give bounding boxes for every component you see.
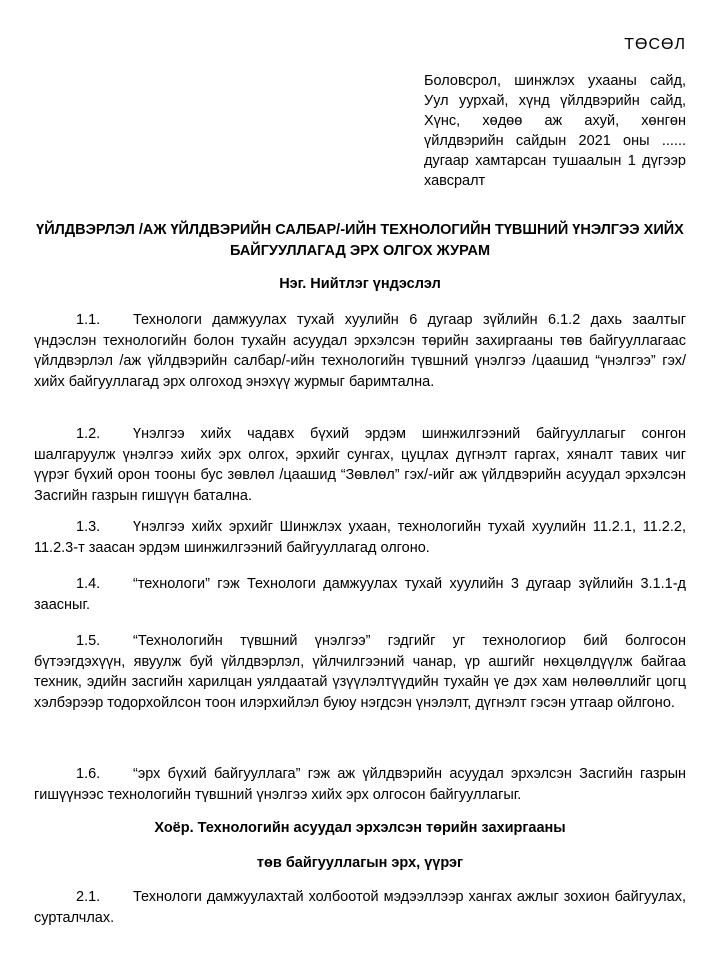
document-title: ҮЙЛДВЭРЛЭЛ /АЖ ҮЙЛДВЭРИЙН САЛБАР/-ИЙН ТЕХНОЛОГИЙН ТҮВШНИЙ ҮНЭЛГЭЭ ХИЙХ БАЙГУУЛЛАГАД ЭРХ ОЛГОХ ЖУРАМ [36,222,684,259]
paragraph-text: Үнэлгээ хийх чадавх бүхий эрдэм шинжилгээний байгууллагыг сонгон шалгаруулж үнэлгээ хийх эрх олгох, эрхийг сунгах, цуцлах дүгнэлт гаргах, хяналт тавих чиг үүрэг бүхий орон тооны бус зөвлөл /цаашид “Зөвлөл” гэх/-ийг аж үйлдвэрийн асуудал эрхэлсэн Засгийн газрын гишүүн батална. [34,426,686,504]
approval-note: Боловсрол, шинжлэх ухааны сайд, Уул уурхай, хүнд үйлдвэрийн сайд, Хүнс, хөдөө аж ахуй, хөнгөн үйлдвэрийн сайдын 2021 оны ...... дугаар хамтарсан тушаалын 1 дүгээр хавсралт [424,73,686,189]
paragraph-text: “технологи” гэж Технологи дамжуулах тухай хуулийн 3 дугаар зүйлийн 3.1.1-д заасныг. [34,576,686,613]
paragraph-2-1 [34,887,686,928]
paragraph-1-1 [34,310,686,392]
paragraph-1-2 [34,424,686,506]
paragraph-number: 1.2. [76,426,101,442]
paragraph-1-3 [34,517,686,558]
draft-label: ТӨСӨЛ [624,36,686,53]
paragraph-number: 1.3. [76,519,101,535]
section-heading-authority-line2: төв байгууллагын эрх, үүрэг [256,855,464,871]
paragraph-number: 1.5. [76,633,101,649]
paragraph-1-6 [34,764,686,805]
paragraph-text: “Технологийн түвшний үнэлгээ” гэдгийг уг технологиор бий болгосон бүтээгдэхүүн, явуулж буй үйлдвэрлэл, үйлчилгээний чанар, үр ашгийг нөхцөлдүүлж байгаа техник, эдийн засгийн харилцан уялдаатай үзүүлэлтүүдийн тухайн үе дэх хам нөлөөллийг цогц хэлбэрээр тодорхойлсон тоон илэрхийлэл буюу нэгдсэн үнэлэлт, дүгнэлт гэсэн утгаар ойлгоно. [34,633,686,711]
paragraph-text: “эрх бүхий байгууллага” гэж аж үйлдвэрийн асуудал эрхэлсэн Засгийн газрын гишүүнээс технологийн түвшний үнэлгээ хийх эрх олгосон байгууллагыг. [34,766,686,803]
paragraph-number: 1.4. [76,576,101,592]
paragraph-1-4 [34,574,686,615]
paragraph-number: 1.1. [76,312,101,328]
paragraph-number: 1.6. [76,766,101,782]
paragraph-text: Технологи дамжуулахтай холбоотой мэдээллээр хангах ажлыг зохион байгуулах, сурталчлах. [34,889,686,926]
paragraph-1-5 [34,631,686,713]
paragraph-text: Үнэлгээ хийх эрхийг Шинжлэх ухаан, технологийн тухай хуулийн 11.2.1, 11.2.2, 11.2.3-т заасан эрдэм шинжилгээний байгууллагад олгоно. [34,519,686,556]
section-heading-authority-line1: Хоёр. Технологийн асуудал эрхэлсэн төрийн захиргааны [154,820,566,836]
section-heading-general: Нэг. Нийтлэг үндэслэл [279,276,441,292]
paragraph-text: Технологи дамжуулах тухай хуулийн 6 дугаар зүйлийн 6.1.2 дахь заалтыг үндэслэн технологийн болон тухайн асуудал эрхэлсэн төрийн захиргааны төв байгууллагаас үйлдвэрлэл /аж үйлдвэрийн салбар/-ийн технологийн түвшний үнэлгээ /цаашид “үнэлгээ” гэх/ хийх байгууллагад эрх олгоход энэхүү журмыг баримталнa. [34,312,686,390]
paragraph-number: 2.1. [76,889,101,905]
